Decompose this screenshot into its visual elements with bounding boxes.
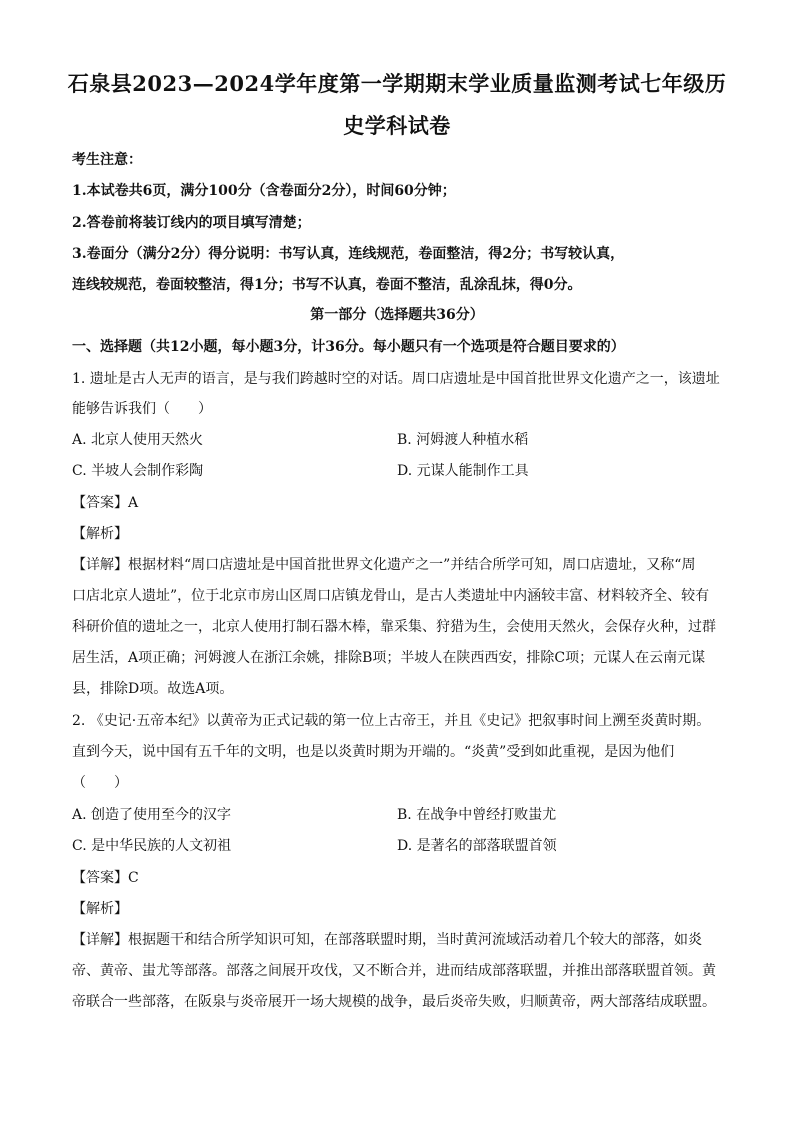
question-1-detail-line: 科研价值的遗址之一，北京人使用打制石器木棒，靠采集、狩猎为生，会使用天然火，会保存火种，过群 [72,619,716,635]
question-1-detail-line: 【详解】根据材料“周口店遗址是中国首批世界文化遗产之一”并结合所学可知，周口店遗址，又称“周 [72,557,696,573]
question-1-stem-line1: 1. 遗址是古人无声的语言，是与我们跨越时空的对话。周口店遗址是中国首批世界文化遗产之一，该遗址 [72,371,720,387]
question-1-option-a: A. 北京人使用天然火 [72,432,204,448]
question-1-option-b: B. 河姆渡人种植水稻 [397,432,529,448]
notice-heading: 考生注意： [72,152,142,168]
question-1-detail-line: 居生活，A项正确；河姆渡人在浙江余姚，排除B项；半坡人在陕西西安，排除C项；元谋人在云南元谋 [72,650,706,666]
question-2-detail-line: 帝联合一些部落，在阪泉与炎帝展开一场大规模的战争，最后炎帝失败，归顺黄帝，两大部落结成联盟。 [72,994,716,1010]
question-2-analysis-label: 【解析】 [72,901,128,917]
question-1-detail-line: 县，排除D项。故选A项。 [72,681,234,697]
notice-item-1: 1.本试卷共6页，满分100分（含卷面分2分），时间60分钟； [72,183,456,199]
question-2-detail-line: 【详解】根据题干和结合所学知识可知，在部落联盟时期，当时黄河流域活动着几个较大的部落，如炎 [72,932,702,948]
question-1-detail-line: 口店北京人遗址”，位于北京市房山区周口店镇龙骨山，是古人类遗址中内涵较丰富、材料较齐全、较有 [72,588,710,604]
question-2-stem-line3: （ ） [72,775,128,791]
notice-item-3-line2: 连线较规范，卷面较整洁，得1分；书写不认真，卷面不整洁，乱涂乱抹，得0分。 [72,277,582,293]
question-2-option-a: A. 创造了使用至今的汉字 [72,807,232,823]
question-2-stem-line1: 2. 《史记·五帝本纪》以黄帝为正式记载的第一位上古帝王，并且《史记》把叙事时间上溯至炎黄时期。 [72,713,711,729]
exam-title-line1: 石泉县2023—2024学年度第一学期期末学业质量监测考试七年级历 [67,71,727,96]
question-1-answer: 【答案】A [72,495,139,511]
question-1-option-c: C. 半坡人会制作彩陶 [72,463,204,479]
question-2-stem-line2: 直到今天，说中国有五千年的文明，也是以炎黄时期为开端的。“炎黄”受到如此重视，是因为他们 [72,744,675,760]
notice-item-3-line1: 3.卷面分（满分2分）得分说明：书写认真，连线规范，卷面整洁，得2分；书写较认真， [72,246,625,262]
exam-title-line2: 史学科试卷 [343,113,451,138]
question-2-detail-line: 帝、黄帝、蚩尤等部落。部落之间展开攻伐，又不断合并，进而结成部落联盟，并推出部落联盟首领。黄 [72,963,716,979]
question-1-stem-line2: 能够告诉我们（ ） [72,401,212,417]
notice-item-2: 2.答卷前将装订线内的项目填写清楚； [72,215,311,231]
question-1-analysis-label: 【解析】 [72,526,128,542]
part1-title: 第一部分（选择题共36分） [310,307,484,323]
question-2-option-d: D. 是著名的部落联盟首领 [397,838,557,854]
section-title: 一、选择题（共12小题，每小题3分，计36分。每小题只有一个选项是符合题目要求的） [72,339,625,355]
question-2-answer: 【答案】C [72,870,139,886]
question-2-option-b: B. 在战争中曾经打败蚩尤 [397,807,557,823]
question-2-option-c: C. 是中华民族的人文初祖 [72,838,232,854]
question-1-option-d: D. 元谋人能制作工具 [397,463,529,479]
